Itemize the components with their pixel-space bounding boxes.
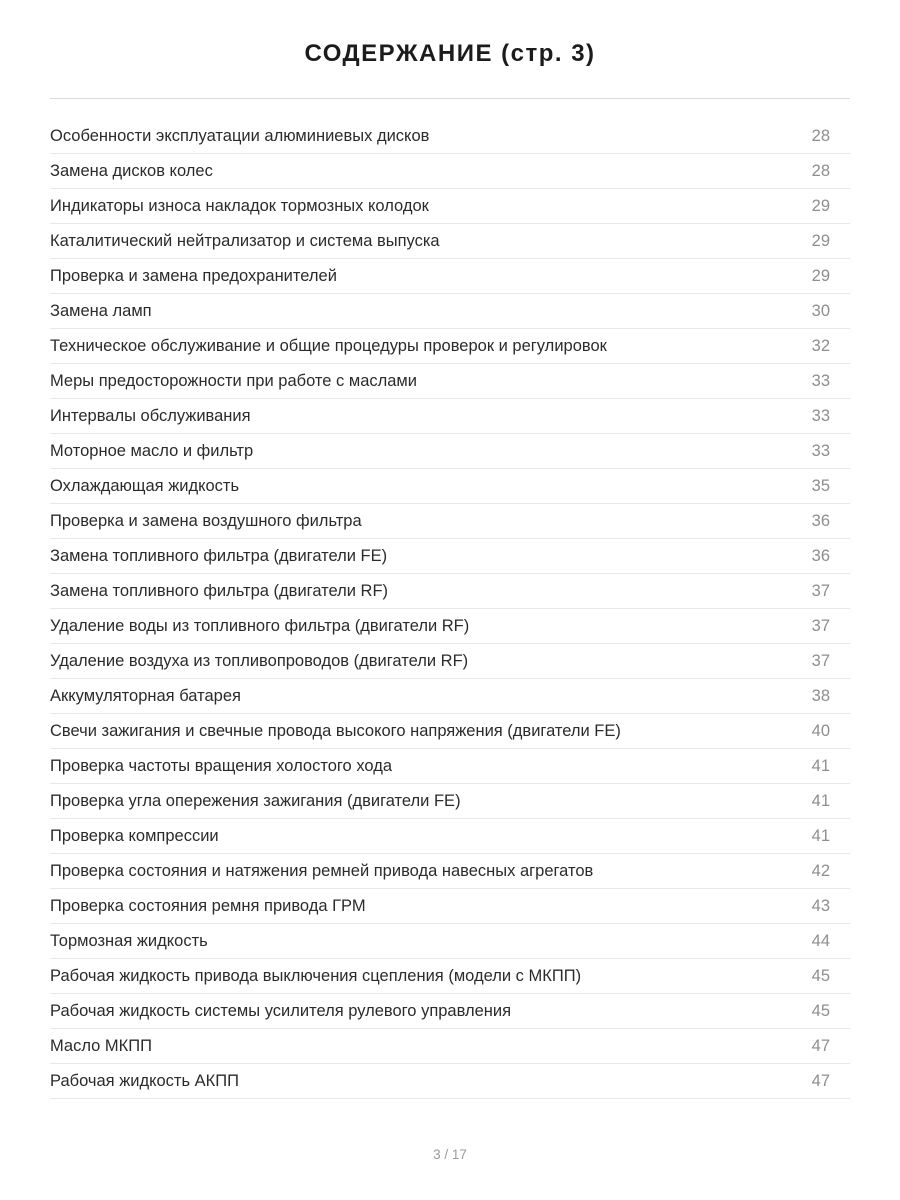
- page-indicator: 3 / 17: [433, 1147, 467, 1162]
- toc-entry[interactable]: [50, 994, 850, 1029]
- toc-entry[interactable]: [50, 469, 850, 504]
- toc-entry-label: Каталитический нейтрализатор и система выпуска: [50, 231, 440, 250]
- toc-entry-label: Моторное масло и фильтр: [50, 441, 254, 460]
- toc-entry-page: 37: [811, 616, 830, 635]
- toc-entry-page: 33: [811, 371, 830, 390]
- toc-entry-label: Замена ламп: [50, 301, 152, 320]
- toc-entry-page: 41: [811, 756, 830, 775]
- toc-entry[interactable]: [50, 609, 850, 644]
- toc-entry[interactable]: [50, 119, 850, 154]
- toc-entry-page: 28: [811, 126, 830, 145]
- toc-entry[interactable]: [50, 819, 850, 854]
- toc-entry-page: 47: [811, 1036, 830, 1055]
- toc-entry-page: 29: [811, 231, 830, 250]
- toc-entry-label: Индикаторы износа накладок тормозных колодок: [50, 196, 429, 215]
- toc-entry-label: Проверка частоты вращения холостого хода: [50, 756, 392, 775]
- toc-entry-page: 45: [811, 1001, 830, 1020]
- toc-entry-label: Проверка компрессии: [50, 826, 219, 845]
- toc-entry[interactable]: [50, 259, 850, 294]
- toc-entry[interactable]: [50, 154, 850, 189]
- toc-list: [50, 99, 850, 1099]
- toc-entry[interactable]: [50, 434, 850, 469]
- toc-entry[interactable]: [50, 784, 850, 819]
- toc-entry-page: 41: [811, 791, 830, 810]
- toc-entry-page: 35: [811, 476, 830, 495]
- toc-entry-label: Проверка и замена воздушного фильтра: [50, 511, 362, 530]
- toc-entry-label: Замена топливного фильтра (двигатели RF): [50, 581, 389, 600]
- toc-entry-label: Меры предосторожности при работе с маслами: [50, 371, 417, 390]
- toc-entry-page: 36: [811, 546, 830, 565]
- toc-entry[interactable]: [50, 679, 850, 714]
- toc-entry-page: 47: [811, 1071, 830, 1090]
- toc-entry[interactable]: [50, 714, 850, 749]
- toc-entry[interactable]: [50, 1064, 850, 1099]
- toc-entry-page: 38: [811, 686, 830, 705]
- toc-entry-page: 33: [811, 406, 830, 425]
- toc-entry[interactable]: [50, 854, 850, 889]
- toc-entry-label: Замена топливного фильтра (двигатели FE): [50, 546, 388, 565]
- toc-entry[interactable]: [50, 959, 850, 994]
- toc-entry[interactable]: [50, 504, 850, 539]
- toc-entry-label: Удаление воды из топливного фильтра (двигатели RF): [50, 616, 470, 635]
- toc-entry-page: 29: [811, 196, 830, 215]
- toc-entry[interactable]: [50, 924, 850, 959]
- toc-entry-label: Рабочая жидкость привода выключения сцепления (модели с МКПП): [50, 966, 582, 985]
- toc-entry-label: Тормозная жидкость: [50, 931, 208, 950]
- toc-entry[interactable]: [50, 364, 850, 399]
- toc-entry-label: Проверка и замена предохранителей: [50, 266, 337, 285]
- toc-entry-page: 43: [811, 896, 830, 915]
- toc-entry[interactable]: [50, 399, 850, 434]
- toc-entry-label: Проверка угла опережения зажигания (двигатели FE): [50, 791, 461, 810]
- toc-entry-label: Интервалы обслуживания: [50, 406, 251, 425]
- toc-entry-label: Масло МКПП: [50, 1036, 153, 1055]
- toc-entry-page: 29: [811, 266, 830, 285]
- toc-entry-label: Проверка состояния ремня привода ГРМ: [50, 896, 366, 915]
- toc-entry[interactable]: [50, 889, 850, 924]
- toc-entry[interactable]: [50, 644, 850, 679]
- toc-entry-page: 41: [811, 826, 830, 845]
- toc-entry-label: Свечи зажигания и свечные провода высокого напряжения (двигатели FE): [50, 721, 621, 740]
- toc-entry-label: Аккумуляторная батарея: [50, 686, 241, 705]
- toc-entry[interactable]: [50, 539, 850, 574]
- toc-entry-label: Проверка состояния и натяжения ремней привода навесных агрегатов: [50, 861, 594, 880]
- toc-entry-page: 37: [811, 581, 830, 600]
- toc-entry-label: Особенности эксплуатации алюминиевых дисков: [50, 126, 430, 145]
- toc-entry-page: 42: [811, 861, 830, 880]
- toc-entry-label: Рабочая жидкость АКПП: [50, 1071, 239, 1090]
- toc-entry-label: Удаление воздуха из топливопроводов (двигатели RF): [50, 651, 469, 670]
- toc-entry[interactable]: [50, 574, 850, 609]
- toc-entry-label: Охлаждающая жидкость: [50, 476, 240, 495]
- toc-entry-page: 28: [811, 161, 830, 180]
- toc-entry[interactable]: [50, 294, 850, 329]
- toc-entry[interactable]: [50, 329, 850, 364]
- toc-entry-page: 33: [811, 441, 830, 460]
- toc-entry-page: 37: [811, 651, 830, 670]
- toc-entry-label: Замена дисков колес: [50, 161, 213, 180]
- toc-entry-page: 44: [811, 931, 830, 950]
- toc-entry[interactable]: [50, 1029, 850, 1064]
- toc-entry-label: Техническое обслуживание и общие процедуры проверок и регулировок: [50, 336, 607, 355]
- toc-entry-page: 40: [811, 721, 830, 740]
- toc-entry-page: 45: [811, 966, 830, 985]
- toc-entry-page: 32: [811, 336, 830, 355]
- toc-entry[interactable]: [50, 224, 850, 259]
- toc-entry-page: 30: [811, 301, 830, 320]
- toc-entry[interactable]: [50, 749, 850, 784]
- page-title: СОДЕРЖАНИЕ (стр. 3): [304, 40, 596, 67]
- toc-entry-page: 36: [811, 511, 830, 530]
- toc-entry[interactable]: [50, 189, 850, 224]
- toc-entry-label: Рабочая жидкость системы усилителя рулевого управления: [50, 1001, 512, 1020]
